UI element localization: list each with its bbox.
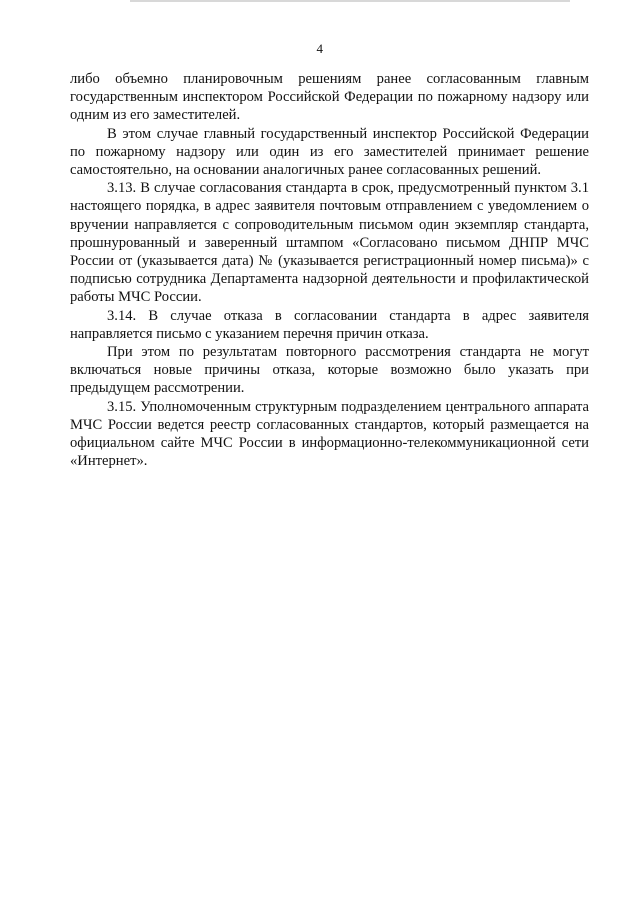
- paragraph-3-13: 3.13. В случае согласования стандарта в срок, предусмотренный пунктом 3.1 настоящего порядка, в адрес заявителя почтовым отправлением с уведомлением о вручении направляется с сопроводительным письмом один экземпляр стандарта, прошнурованный и заверенный штампом «Согласовано письмом ДНПР МЧС России от (указывается дата) № (указывается регистрационный номер письма)» с подписью сотрудника Департамента надзорной деятельности и профилактической работы МЧС России.: [70, 180, 589, 306]
- page-number: 4: [316, 41, 324, 56]
- paragraph-inspector-decision: В этом случае главный государственный инспектор Российской Федерации по пожарному надзору или один из его заместителей принимает решение самостоятельно, на основании аналогичных ранее согласованных решений.: [70, 125, 589, 179]
- paragraph-3-15: 3.15. Уполномоченным структурным подразделением центрального аппарата МЧС России ведется реестр согласованных стандартов, который размещается на официальном сайте МЧС России в информационно-телекоммуникационной сети «Интернет».: [70, 398, 589, 470]
- paragraph-repeat-review: При этом по результатам повторного рассмотрения стандарта не могут включаться новые причины отказа, которые возможно было указать при предыдущем рассмотрении.: [70, 344, 589, 397]
- paragraph-3-14: 3.14. В случае отказа в согласовании стандарта в адрес заявителя направляется письмо с указанием перечня причин отказа.: [70, 307, 589, 342]
- paragraph-continuation: либо объемно планировочным решениям ранее согласованным главным государственным инспектором Российской Федерации по пожарному надзору или одним из его заместителей.: [70, 71, 589, 124]
- scan-edge-line: [130, 0, 570, 2]
- document-body: [70, 70, 589, 470]
